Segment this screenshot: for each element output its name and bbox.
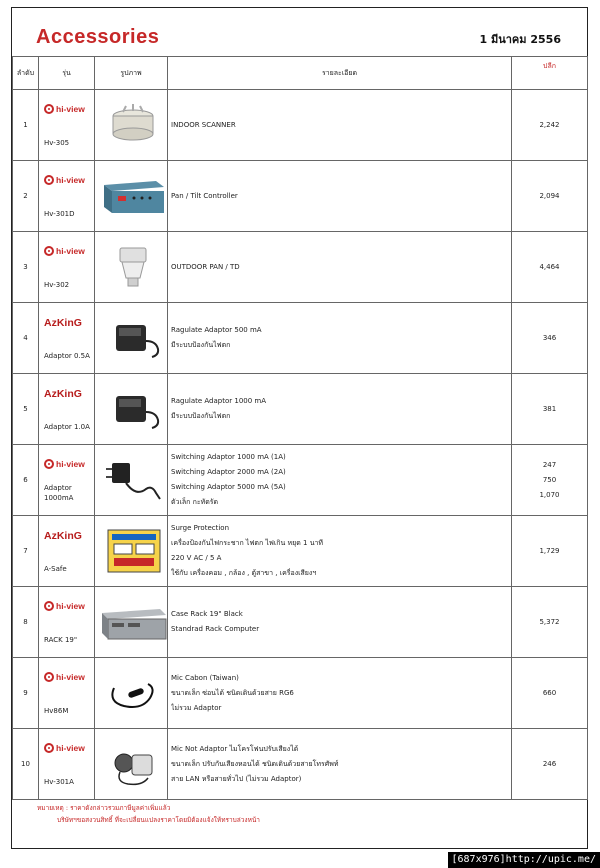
hi-view-logo-icon: [44, 743, 54, 753]
hi-view-logo: hi-view: [44, 104, 85, 114]
product-image-cell: [95, 729, 168, 800]
note-vat: หมายเหตุ : ราคาดังกล่าวรวมภาษีมูลค่าเพิ่มแล้ว: [37, 804, 171, 812]
model-label: Adaptor 0.5A: [44, 352, 90, 360]
mic-adaptor-image: [98, 739, 164, 789]
row-number: 6: [13, 445, 39, 516]
row-number: 7: [13, 516, 39, 587]
table-row: [13, 729, 588, 800]
table-row: [13, 303, 588, 374]
row-number: 10: [13, 729, 39, 800]
hi-view-logo-icon: [44, 672, 54, 682]
model-label: Hv-302: [44, 281, 70, 289]
description-line: Surge Protection: [171, 524, 230, 532]
description-line: Ragulate Adaptor 500 mA: [171, 326, 262, 334]
model-cell: [39, 90, 95, 161]
description-line: ไม่รวม Adaptor: [171, 703, 222, 712]
adaptor-image: [98, 313, 164, 363]
hi-view-logo-icon: [44, 459, 54, 469]
price-value: 660: [542, 688, 557, 697]
description-line: Mic Cabon (Taiwan): [171, 673, 239, 682]
description-line: Case Rack 19" Black: [171, 610, 243, 618]
price-value: 1,070: [539, 490, 560, 499]
description-line: INDOOR SCANNER: [171, 120, 236, 129]
description-cell: [168, 161, 512, 232]
description-line: ขนาดเล็ก ซ่อนได้ ชนิดเดินด้วยสาย RG6: [171, 688, 294, 697]
date-label: 1 มีนาคม 2556: [479, 33, 561, 46]
model-cell: [39, 587, 95, 658]
switching-adaptor-image: [98, 455, 164, 505]
hi-view-logo: hi-view: [44, 743, 85, 753]
price-value: 750: [542, 475, 557, 484]
description-line: เครื่องป้องกันไฟกระชาก ไฟตก ไฟเกิน หยุด 1 นาที: [171, 539, 324, 547]
description-line: Standrad Rack Computer: [171, 625, 260, 633]
price-cell: [512, 303, 588, 374]
price-cell: [512, 161, 588, 232]
description-cell: [168, 445, 512, 516]
model-cell: [39, 161, 95, 232]
model-cell: [39, 303, 95, 374]
table-row: [13, 587, 588, 658]
table-header-row: [13, 57, 588, 90]
model-label: Adaptor: [44, 484, 72, 492]
product-image-cell: [95, 303, 168, 374]
note-price-change: บริษัทฯขอสงวนสิทธิ์ ที่จะเปลี่ยนแปลงราคาโดยมิต้องแจ้งให้ทราบล่วงหน้า: [57, 816, 260, 824]
adaptor-image: [98, 384, 164, 434]
header-model: รุ่น: [39, 57, 95, 90]
accessories-table: [12, 56, 588, 800]
description-line: Ragulate Adaptor 1000 mA: [171, 397, 267, 405]
description-cell: [168, 374, 512, 445]
header-no: ลำดับ: [13, 57, 39, 90]
indoor-scanner-image: [98, 100, 164, 150]
description-line: Switching Adaptor 5000 mA (5A): [171, 483, 286, 491]
description-line: มีระบบป้องกันไฟตก: [171, 341, 231, 349]
price-value: 1,729: [539, 546, 560, 555]
description-line: Switching Adaptor 1000 mA (1A): [171, 453, 286, 461]
product-image-cell: [95, 587, 168, 658]
hi-view-logo-icon: [44, 601, 54, 611]
table-row: [13, 445, 588, 516]
model-cell: [39, 729, 95, 800]
table-row: [13, 232, 588, 303]
description-line: 220 V AC / 5 A: [171, 554, 222, 562]
outdoor-pan-image: [98, 242, 164, 292]
table-row: [13, 90, 588, 161]
header-details: รายละเอียด: [168, 57, 512, 90]
product-image-cell: [95, 161, 168, 232]
model-cell: [39, 232, 95, 303]
hi-view-logo: hi-view: [44, 246, 85, 256]
price-value: 4,464: [539, 262, 560, 271]
description-line: ตัวเล็ก กะทัดรัด: [171, 498, 219, 506]
price-value: 5,372: [539, 617, 560, 626]
price-value: 246: [542, 759, 557, 768]
description-cell: [168, 232, 512, 303]
model-label: Hv-301D: [44, 210, 75, 218]
model-label: Hv86M: [44, 707, 69, 715]
product-image-cell: [95, 90, 168, 161]
description-cell: [168, 90, 512, 161]
price-value: 346: [542, 333, 557, 342]
microphone-image: [98, 668, 164, 718]
description-line: ขนาดเล็ก ปรับกันเสียงหอนได้ ชนิดเดินด้วยสายโทรศัพท์: [171, 759, 339, 768]
description-cell: [168, 587, 512, 658]
description-line: มีระบบป้องกันไฟตก: [171, 412, 231, 420]
model-label: RACK 19": [44, 636, 78, 644]
row-number: 4: [13, 303, 39, 374]
description-line: Pan / Tilt Controller: [171, 191, 238, 200]
description-line: OUTDOOR PAN / TD: [171, 262, 240, 271]
azking-logo: AzKinG: [44, 317, 82, 329]
product-image-cell: [95, 658, 168, 729]
description-line: Mic Not Adaptor ไมโครโฟนปรับเสียงได้: [171, 744, 299, 753]
row-number: 2: [13, 161, 39, 232]
model-cell: [39, 374, 95, 445]
price-cell: [512, 658, 588, 729]
pan-tilt-controller-image: [98, 171, 164, 221]
price-value: 381: [542, 404, 557, 413]
hi-view-logo: hi-view: [44, 601, 85, 611]
product-image-cell: [95, 374, 168, 445]
hi-view-logo-icon: [44, 246, 54, 256]
header-image: รูปภาพ: [95, 57, 168, 90]
price-sheet-page: [11, 7, 588, 849]
page-title: Accessories: [36, 26, 160, 48]
price-cell: [512, 232, 588, 303]
product-image-cell: [95, 232, 168, 303]
model-cell: [39, 658, 95, 729]
description-line: สาย LAN หรือสายทั่วไป (ไม่รวม Adaptor): [171, 774, 302, 783]
model-label: Adaptor 1.0A: [44, 423, 90, 431]
header-price: ปลีก: [512, 57, 588, 90]
description-line: ใช้กับ เครื่องคอม , กล้อง , ตู้สาขา , เครื่องเสียงฯ: [171, 569, 317, 577]
surge-protection-image: [98, 526, 164, 576]
hi-view-logo-icon: [44, 175, 54, 185]
model-label: Hv-301A: [44, 778, 74, 786]
model-cell: [39, 445, 95, 516]
hi-view-logo: hi-view: [44, 175, 85, 185]
price-value: 2,094: [539, 191, 560, 200]
hi-view-logo: hi-view: [44, 672, 85, 682]
description-cell: [168, 516, 512, 587]
azking-logo: AzKinG: [44, 530, 82, 542]
description-cell: [168, 729, 512, 800]
price-value: 2,242: [539, 120, 560, 129]
hi-view-logo-icon: [44, 104, 54, 114]
price-cell: [512, 729, 588, 800]
description-cell: [168, 658, 512, 729]
price-value: 247: [542, 460, 557, 469]
rack-case-image: [98, 597, 164, 647]
model-label: Hv-305: [44, 139, 70, 147]
model-label: A-Safe: [44, 565, 67, 573]
price-cell: [512, 90, 588, 161]
price-cell: [512, 516, 588, 587]
price-cell: [512, 374, 588, 445]
table-row: [13, 516, 588, 587]
table-row: [13, 658, 588, 729]
model-label: 1000mA: [44, 494, 74, 502]
price-cell: [512, 445, 588, 516]
row-number: 8: [13, 587, 39, 658]
price-cell: [512, 587, 588, 658]
product-image-cell: [95, 516, 168, 587]
model-cell: [39, 516, 95, 587]
watermark: [687x976]http://upic.me/: [448, 852, 600, 868]
hi-view-logo: hi-view: [44, 459, 85, 469]
product-image-cell: [95, 445, 168, 516]
description-cell: [168, 303, 512, 374]
row-number: 1: [13, 90, 39, 161]
table-row: [13, 374, 588, 445]
row-number: 5: [13, 374, 39, 445]
row-number: 3: [13, 232, 39, 303]
row-number: 9: [13, 658, 39, 729]
azking-logo: AzKinG: [44, 388, 82, 400]
table-row: [13, 161, 588, 232]
description-line: Switching Adaptor 2000 mA (2A): [171, 468, 286, 476]
